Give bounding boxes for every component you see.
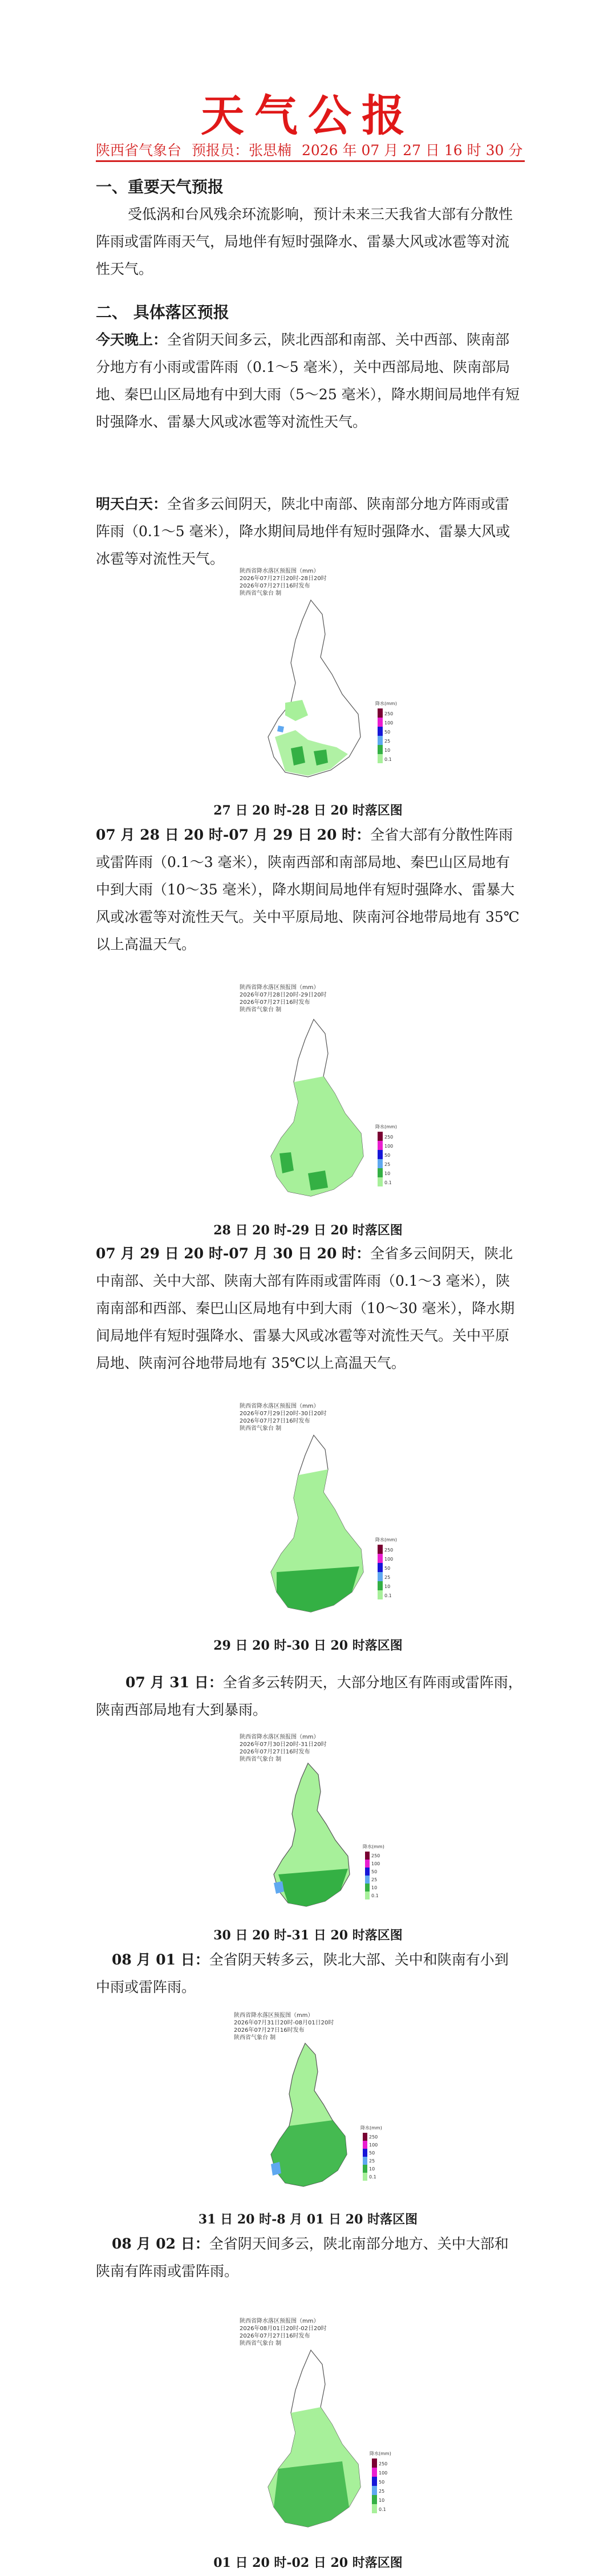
forecast-label: 07 月 29 日 20 时-07 月 30 日 20 时： [96,1245,371,1262]
svg-text:10: 10 [371,1885,378,1890]
svg-text:250: 250 [384,1135,394,1140]
forecast-label: 07 月 31 日： [125,1674,223,1691]
forecast-label: 08 月 02 日： [112,2235,209,2252]
svg-text:0.1: 0.1 [371,1893,379,1898]
svg-text:25: 25 [371,1877,378,1882]
map-title: 陕西省降水落区预报图（mm） [240,985,319,991]
svg-text:降水(mm): 降水(mm) [370,2451,391,2456]
forecaster-name: 预报员：张思楠 [191,142,291,159]
forecast-label: 07 月 28 日 20 时-07 月 29 日 20 时： [96,827,371,843]
forecast-text: 全省多云间阴天，陕北中南部、关中大部、陕南大部有阵雨或雷阵雨（0.1～3 毫米），陕南南部和西部、秦巴山区局地有中到大雨（10～30 毫米），降水期间局地伴有短时强降水、雷暴大风或冰雹等对流性天气。关中平原局地、陕南河谷地带局地有 35℃以上高温天气。 [96,1245,515,1371]
bulletin-header [96,139,525,162]
rain-area-heavy [274,1881,284,1894]
header-rule [96,160,525,162]
svg-text:100: 100 [384,1144,394,1149]
forecast-0731 [96,1669,522,1724]
map-period: 2026年08月01日20时-02日20时 [240,2326,327,2332]
rain-area-heavy [271,2162,281,2176]
svg-text:250: 250 [384,711,394,716]
section-body-important: 受低涡和台风残余环流影响，预计未来三天我省大部有分散性阵雨或雷阵雨天气，局地伴有短时强降水、雷暴大风或冰雹等对流性天气。 [96,206,513,277]
svg-text:降水(mm): 降水(mm) [375,1537,397,1542]
svg-text:10: 10 [384,1171,391,1176]
forecast-text: 全省阴天间多云，陕北西部和南部、关中西部、陕南部分地方有小雨或雷阵雨（0.1～5 毫米），关中西部局地、陕南部局地、秦巴山区局地有中到大雨（5～25 毫米），降水期间局地伴有短时强降水、雷暴大风或冰雹等对流性天气。 [96,331,520,430]
legend-title: 降水(mm) [375,701,397,706]
svg-text:25: 25 [384,1575,391,1580]
svg-text:100: 100 [369,2142,378,2148]
forecast-text: 全省阴天转多云，陕北大部、关中和陕南有小到中雨或雷阵雨。 [96,1951,509,1995]
svg-text:25: 25 [369,2158,375,2164]
svg-text:250: 250 [384,1548,394,1553]
map-issued: 2026年07月27日16时发布 [240,1749,310,1755]
rain-map-1 [228,566,416,794]
svg-text:0.1: 0.1 [384,1593,392,1598]
issue-time: 2026 年 07 月 27 日 16 时 30 分 [301,142,523,159]
map-issued: 2026年07月27日16时发布 [240,2333,310,2339]
map-caption: 29 日 20 时-30 日 20 时落区图 [213,1638,403,1653]
map-org: 陕西省气象台 制 [240,2340,282,2347]
rain-area-moderate [277,1566,359,1612]
map-figure [228,2010,405,2204]
map-caption: 01 日 20 时-02 日 20 时落区图 [213,2555,403,2570]
map-period: 2026年07月29日20时-30日20时 [240,1411,327,1417]
map-title: 陕西省降水落区预报图（mm） [240,2318,319,2324]
svg-text:250: 250 [379,2461,388,2466]
rain-map-2 [228,982,416,1222]
map-issued: 2026年07月27日16时发布 [240,1418,310,1424]
svg-text:100: 100 [371,1861,380,1866]
map-period: 2026年07月28日20时-29日20时 [240,992,327,998]
svg-text:100: 100 [379,2470,388,2476]
svg-text:250: 250 [369,2134,378,2140]
svg-text:50: 50 [371,1869,378,1874]
svg-text:0.1: 0.1 [384,1180,392,1185]
map-caption: 27 日 20 时-28 日 20 时落区图 [213,803,403,818]
forecast-tomorrow [96,491,522,573]
svg-text:100: 100 [384,1557,394,1562]
rain-area-moderate [274,2461,349,2527]
map-org: 陕西省气象台 制 [240,590,282,597]
map-org: 陕西省气象台 制 [240,1756,282,1763]
map-caption: 28 日 20 时-29 日 20 时落区图 [213,1223,403,1238]
map-period: 2026年07月27日20时-28日20时 [240,576,327,582]
rain-area-moderate [278,1869,348,1906]
rain-map-4 [234,1732,405,1920]
map-title: 陕西省降水落区预报图（mm） [240,568,319,574]
rain-map-5 [228,2010,405,2204]
svg-text:0.1: 0.1 [384,757,392,762]
svg-text:25: 25 [384,739,391,744]
map-issued: 2026年07月27日16时发布 [240,999,310,1006]
map-title: 陕西省降水落区预报图（mm） [240,1734,319,1740]
map-org: 陕西省气象台 制 [240,1425,282,1432]
map-org: 陕西省气象台 制 [234,2035,276,2041]
forecast-tonight [96,326,522,436]
rain-map-3 [228,1401,416,1635]
forecast-text: 全省大部有分散性阵雨或雷阵雨（0.1～3 毫米），陕南西部和南部局地、秦巴山区局地有中到大雨（10～35 毫米），降水期间局地伴有短时强降水、雷暴大风或冰雹等对流性天气。关中平原局地、陕南河谷地带局地有 35℃以上高温天气。 [96,827,520,953]
map-figure [234,1732,405,1920]
map-org: 陕西省气象台 制 [240,1007,282,1013]
svg-text:50: 50 [384,730,391,735]
svg-text:10: 10 [369,2166,375,2172]
map-title: 陕西省降水落区预报图（mm） [240,1403,319,1409]
forecast-0801 [96,1946,522,2001]
svg-text:50: 50 [384,1153,391,1158]
map-figure [228,2316,411,2544]
svg-text:50: 50 [379,2480,385,2485]
map-figure [228,982,416,1222]
svg-text:降水(mm): 降水(mm) [363,1844,384,1849]
svg-text:25: 25 [384,1162,391,1167]
section-title-detail: 二、 具体落区预报 [96,303,229,322]
forecast-label: 今天晚上： [96,331,168,348]
map-title: 陕西省降水落区预报图（mm） [234,2012,314,2019]
map-issued: 2026年07月27日16时发布 [234,2027,305,2034]
map-figure [228,566,416,794]
rain-map-6 [228,2316,411,2544]
svg-text:50: 50 [369,2150,375,2156]
svg-text:10: 10 [384,748,391,753]
svg-text:10: 10 [379,2498,385,2503]
map-figure [228,1401,416,1635]
svg-text:降水(mm): 降水(mm) [360,2125,382,2131]
svg-text:25: 25 [379,2489,385,2494]
page-title: 天气公报 [201,90,415,141]
rain-area-heavy [277,726,284,732]
svg-text:50: 50 [384,1566,391,1571]
forecast-0802 [96,2230,522,2285]
forecast-text: 全省多云间阴天，陕北中南部、陕南部分地方阵雨或雷阵雨（0.1～5 毫米），降水期间局地伴有短时强降水、雷暴大风或冰雹等对流性天气。 [96,496,510,567]
forecast-0728 [96,821,522,958]
map-period: 2026年07月31日20时-08月01日20时 [234,2020,334,2026]
forecast-text: 全省多云转阴天，大部分地区有阵雨或雷阵雨，陕南西部局地有大到暴雨。 [96,1674,522,1718]
agency-name: 陕西省气象台 [96,142,182,159]
svg-text:100: 100 [384,720,394,726]
section-title-important: 一、重要天气预报 [96,177,224,196]
svg-text:10: 10 [384,1584,391,1589]
forecast-label: 08 月 01 日： [112,1951,209,1968]
map-caption: 30 日 20 时-31 日 20 时落区图 [213,1928,403,1943]
map-caption: 31 日 20 时-8 月 01 日 20 时落区图 [198,2212,418,2227]
svg-text:0.1: 0.1 [379,2507,386,2512]
map-issued: 2026年07月27日16时发布 [240,583,310,589]
forecast-text: 全省阴天间多云，陕北南部分地方、关中大部和陕南有阵雨或雷阵雨。 [96,2235,509,2279]
rain-area-moderate [271,2120,347,2186]
forecast-label: 明天白天： [96,496,168,512]
svg-text:250: 250 [371,1853,380,1858]
svg-text:降水(mm): 降水(mm) [375,1124,397,1129]
forecast-0729 [96,1240,522,1377]
map-period: 2026年07月30日20时-31日20时 [240,1741,327,1748]
rain-area-moderate [308,1170,328,1190]
svg-text:0.1: 0.1 [369,2174,376,2180]
